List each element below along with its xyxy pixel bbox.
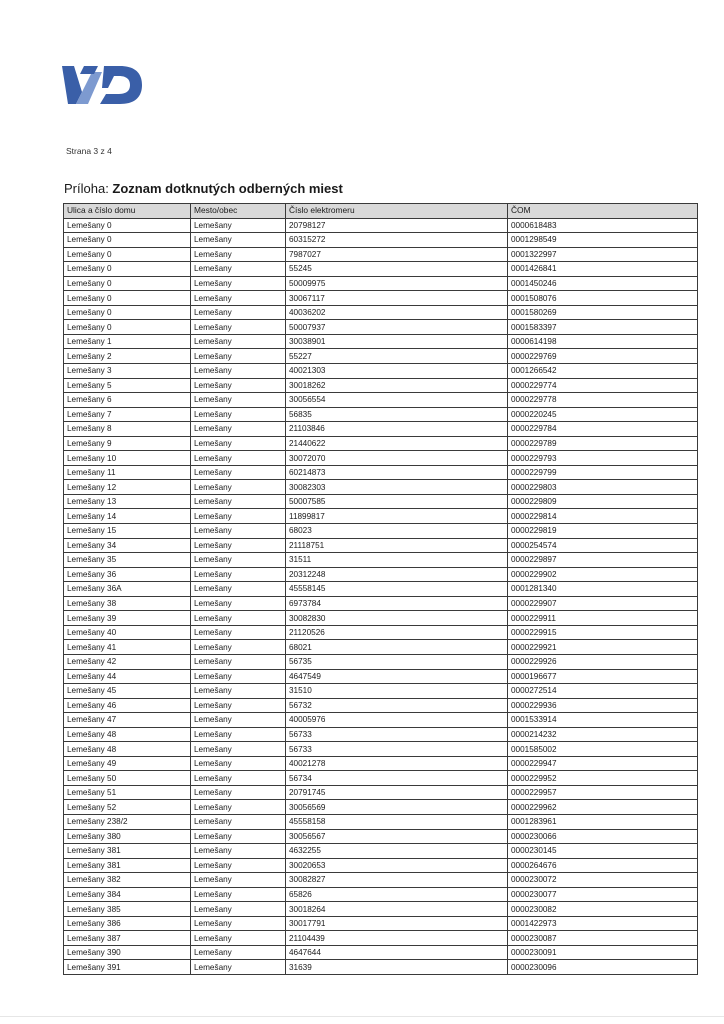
- cell-meter-number: 30056567: [286, 829, 508, 844]
- cell-town: Lemešany: [191, 887, 286, 902]
- cell-town: Lemešany: [191, 785, 286, 800]
- cell-town: Lemešany: [191, 902, 286, 917]
- table-row: [64, 553, 698, 568]
- cell-meter-number: 50009975: [286, 276, 508, 291]
- cell-meter-number: 56735: [286, 654, 508, 669]
- cell-com: 0000618483: [508, 218, 698, 233]
- cell-com: 0000614198: [508, 334, 698, 349]
- cell-town: Lemešany: [191, 596, 286, 611]
- cell-com: 0000229814: [508, 509, 698, 524]
- table-row: [64, 873, 698, 888]
- table-row: [64, 524, 698, 539]
- table-row: [64, 684, 698, 699]
- cell-meter-number: 56835: [286, 407, 508, 422]
- table-row: [64, 364, 698, 379]
- table-row: [64, 305, 698, 320]
- cell-meter-number: 30018262: [286, 378, 508, 393]
- cell-com: 0000229774: [508, 378, 698, 393]
- cell-meter-number: 50007585: [286, 494, 508, 509]
- cell-meter-number: 65826: [286, 887, 508, 902]
- cell-address: Lemešany 12: [64, 480, 191, 495]
- cell-com: 0001422973: [508, 916, 698, 931]
- cell-town: Lemešany: [191, 844, 286, 859]
- cell-address: Lemešany 3: [64, 364, 191, 379]
- cell-com: 0000229819: [508, 524, 698, 539]
- cell-meter-number: 56734: [286, 771, 508, 786]
- cell-address: Lemešany 1: [64, 334, 191, 349]
- cell-meter-number: 40036202: [286, 305, 508, 320]
- cell-address: Lemešany 10: [64, 451, 191, 466]
- table-row: [64, 858, 698, 873]
- cell-address: Lemešany 0: [64, 276, 191, 291]
- cell-meter-number: 4632255: [286, 844, 508, 859]
- cell-address: Lemešany 35: [64, 553, 191, 568]
- cell-meter-number: 7987027: [286, 247, 508, 262]
- cell-town: Lemešany: [191, 960, 286, 975]
- cell-meter-number: 56733: [286, 742, 508, 757]
- table-row: [64, 291, 698, 306]
- table-row: [64, 800, 698, 815]
- cell-address: Lemešany 387: [64, 931, 191, 946]
- table-row: [64, 814, 698, 829]
- cell-com: 0000229769: [508, 349, 698, 364]
- cell-meter-number: 30056569: [286, 800, 508, 815]
- table-row: [64, 480, 698, 495]
- cell-com: 0001533914: [508, 713, 698, 728]
- cell-com: 0001322997: [508, 247, 698, 262]
- page-title: [64, 181, 343, 196]
- cell-address: Lemešany 0: [64, 320, 191, 335]
- cell-town: Lemešany: [191, 625, 286, 640]
- cell-address: Lemešany 11: [64, 465, 191, 480]
- cell-town: Lemešany: [191, 611, 286, 626]
- cell-com: 0000230096: [508, 960, 698, 975]
- cell-address: Lemešany 0: [64, 218, 191, 233]
- table-row: [64, 538, 698, 553]
- cell-town: Lemešany: [191, 771, 286, 786]
- cell-com: 0001426841: [508, 262, 698, 277]
- page-bottom-rule: [0, 1016, 724, 1017]
- cell-address: Lemešany 0: [64, 262, 191, 277]
- cell-address: Lemešany 381: [64, 844, 191, 859]
- cell-com: 0000230077: [508, 887, 698, 902]
- cell-meter-number: 56733: [286, 727, 508, 742]
- table-row: [64, 654, 698, 669]
- cell-address: Lemešany 238/2: [64, 814, 191, 829]
- cell-town: Lemešany: [191, 233, 286, 248]
- cell-com: 0000230145: [508, 844, 698, 859]
- cell-meter-number: 55245: [286, 262, 508, 277]
- cell-com: 0000229915: [508, 625, 698, 640]
- cell-town: Lemešany: [191, 916, 286, 931]
- table-row: [64, 625, 698, 640]
- cell-address: Lemešany 46: [64, 698, 191, 713]
- cell-address: Lemešany 45: [64, 684, 191, 699]
- cell-meter-number: 56732: [286, 698, 508, 713]
- cell-address: Lemešany 41: [64, 640, 191, 655]
- cell-com: 0001298549: [508, 233, 698, 248]
- table-row: [64, 334, 698, 349]
- cell-town: Lemešany: [191, 218, 286, 233]
- cell-com: 0000229803: [508, 480, 698, 495]
- table-row: [64, 494, 698, 509]
- cell-address: Lemešany 9: [64, 436, 191, 451]
- table-row: [64, 887, 698, 902]
- cell-meter-number: 21103846: [286, 422, 508, 437]
- cell-town: Lemešany: [191, 727, 286, 742]
- cell-town: Lemešany: [191, 451, 286, 466]
- title-bold: Zoznam dotknutých odberných miest: [112, 181, 343, 196]
- cell-meter-number: 20312248: [286, 567, 508, 582]
- cell-town: Lemešany: [191, 465, 286, 480]
- cell-address: Lemešany 50: [64, 771, 191, 786]
- cell-address: Lemešany 36: [64, 567, 191, 582]
- cell-town: Lemešany: [191, 814, 286, 829]
- cell-address: Lemešany 382: [64, 873, 191, 888]
- table-row: [64, 611, 698, 626]
- cell-town: Lemešany: [191, 538, 286, 553]
- cell-com: 0000229962: [508, 800, 698, 815]
- cell-meter-number: 40021278: [286, 756, 508, 771]
- header-com: ČOM: [508, 204, 698, 219]
- cell-town: Lemešany: [191, 742, 286, 757]
- cell-town: Lemešany: [191, 669, 286, 684]
- cell-address: Lemešany 49: [64, 756, 191, 771]
- cell-com: 0000229897: [508, 553, 698, 568]
- cell-town: Lemešany: [191, 364, 286, 379]
- table-row: [64, 742, 698, 757]
- cell-address: Lemešany 385: [64, 902, 191, 917]
- cell-address: Lemešany 14: [64, 509, 191, 524]
- cell-address: Lemešany 51: [64, 785, 191, 800]
- cell-com: 0001585002: [508, 742, 698, 757]
- cell-address: Lemešany 42: [64, 654, 191, 669]
- cell-address: Lemešany 52: [64, 800, 191, 815]
- cell-com: 0000229799: [508, 465, 698, 480]
- table-row: [64, 451, 698, 466]
- cell-meter-number: 4647549: [286, 669, 508, 684]
- cell-address: Lemešany 38: [64, 596, 191, 611]
- cell-town: Lemešany: [191, 509, 286, 524]
- cell-address: Lemešany 36A: [64, 582, 191, 597]
- cell-com: 0000229789: [508, 436, 698, 451]
- table-row: [64, 218, 698, 233]
- cell-meter-number: 30018264: [286, 902, 508, 917]
- cell-town: Lemešany: [191, 829, 286, 844]
- cell-town: Lemešany: [191, 320, 286, 335]
- cell-town: Lemešany: [191, 334, 286, 349]
- cell-town: Lemešany: [191, 378, 286, 393]
- cell-address: Lemešany 13: [64, 494, 191, 509]
- table-row: [64, 320, 698, 335]
- cell-com: 0000264676: [508, 858, 698, 873]
- table-row: [64, 465, 698, 480]
- cell-address: Lemešany 390: [64, 945, 191, 960]
- cell-com: 0000230087: [508, 931, 698, 946]
- cell-town: Lemešany: [191, 305, 286, 320]
- cell-address: Lemešany 48: [64, 742, 191, 757]
- cell-meter-number: 30082303: [286, 480, 508, 495]
- cell-address: Lemešany 8: [64, 422, 191, 437]
- cell-town: Lemešany: [191, 945, 286, 960]
- cell-town: Lemešany: [191, 582, 286, 597]
- cell-meter-number: 30020653: [286, 858, 508, 873]
- cell-town: Lemešany: [191, 931, 286, 946]
- cell-town: Lemešany: [191, 873, 286, 888]
- table-row: [64, 756, 698, 771]
- cell-meter-number: 45558158: [286, 814, 508, 829]
- cell-com: 0001281340: [508, 582, 698, 597]
- cell-com: 0000229936: [508, 698, 698, 713]
- cell-com: 0001450246: [508, 276, 698, 291]
- cell-meter-number: 45558145: [286, 582, 508, 597]
- cell-town: Lemešany: [191, 553, 286, 568]
- table-row: [64, 916, 698, 931]
- cell-meter-number: 31510: [286, 684, 508, 699]
- cell-town: Lemešany: [191, 349, 286, 364]
- cell-com: 0001508076: [508, 291, 698, 306]
- cell-town: Lemešany: [191, 800, 286, 815]
- table-row: [64, 727, 698, 742]
- cell-town: Lemešany: [191, 262, 286, 277]
- cell-town: Lemešany: [191, 698, 286, 713]
- cell-com: 0000196677: [508, 669, 698, 684]
- cell-meter-number: 21440622: [286, 436, 508, 451]
- cell-address: Lemešany 34: [64, 538, 191, 553]
- cell-town: Lemešany: [191, 480, 286, 495]
- cell-com: 0000229921: [508, 640, 698, 655]
- meter-list-table: [63, 203, 698, 975]
- cell-town: Lemešany: [191, 684, 286, 699]
- cell-address: Lemešany 39: [64, 611, 191, 626]
- cell-meter-number: 40021303: [286, 364, 508, 379]
- cell-address: Lemešany 386: [64, 916, 191, 931]
- cell-com: 0001283961: [508, 814, 698, 829]
- cell-meter-number: 11899817: [286, 509, 508, 524]
- header-meter-number: Číslo elektromeru: [286, 204, 508, 219]
- table-row: [64, 393, 698, 408]
- cell-meter-number: 68023: [286, 524, 508, 539]
- cell-address: Lemešany 40: [64, 625, 191, 640]
- cell-com: 0000229809: [508, 494, 698, 509]
- cell-address: Lemešany 0: [64, 233, 191, 248]
- cell-meter-number: 21118751: [286, 538, 508, 553]
- cell-meter-number: 40005976: [286, 713, 508, 728]
- cell-meter-number: 30038901: [286, 334, 508, 349]
- cell-com: 0000220245: [508, 407, 698, 422]
- table-row: [64, 945, 698, 960]
- cell-town: Lemešany: [191, 436, 286, 451]
- cell-address: Lemešany 48: [64, 727, 191, 742]
- header-town: Mesto/obec: [191, 204, 286, 219]
- table-row: [64, 276, 698, 291]
- cell-meter-number: 31639: [286, 960, 508, 975]
- table-row: [64, 567, 698, 582]
- table-row: [64, 829, 698, 844]
- cell-address: Lemešany 0: [64, 291, 191, 306]
- cell-town: Lemešany: [191, 858, 286, 873]
- cell-town: Lemešany: [191, 407, 286, 422]
- cell-address: Lemešany 391: [64, 960, 191, 975]
- cell-com: 0000229793: [508, 451, 698, 466]
- table-row: [64, 596, 698, 611]
- cell-com: 0000229952: [508, 771, 698, 786]
- cell-meter-number: 50007937: [286, 320, 508, 335]
- cell-town: Lemešany: [191, 524, 286, 539]
- cell-address: Lemešany 381: [64, 858, 191, 873]
- table-row: [64, 582, 698, 597]
- cell-com: 0000229926: [508, 654, 698, 669]
- cell-town: Lemešany: [191, 393, 286, 408]
- cell-address: Lemešany 0: [64, 305, 191, 320]
- cell-meter-number: 20798127: [286, 218, 508, 233]
- cell-address: Lemešany 15: [64, 524, 191, 539]
- cell-meter-number: 30067117: [286, 291, 508, 306]
- cell-address: Lemešany 0: [64, 247, 191, 262]
- table-row: [64, 771, 698, 786]
- cell-town: Lemešany: [191, 494, 286, 509]
- table-row: [64, 713, 698, 728]
- cell-meter-number: 31511: [286, 553, 508, 568]
- table-row: [64, 422, 698, 437]
- cell-town: Lemešany: [191, 640, 286, 655]
- table-row: [64, 902, 698, 917]
- cell-com: 0001583397: [508, 320, 698, 335]
- cell-address: Lemešany 2: [64, 349, 191, 364]
- table-row: [64, 669, 698, 684]
- cell-com: 0000229907: [508, 596, 698, 611]
- cell-town: Lemešany: [191, 713, 286, 728]
- cell-meter-number: 30072070: [286, 451, 508, 466]
- cell-com: 0000214232: [508, 727, 698, 742]
- table-row: [64, 349, 698, 364]
- table-row: [64, 407, 698, 422]
- table-row: [64, 262, 698, 277]
- cell-com: 0000229784: [508, 422, 698, 437]
- table-row: [64, 233, 698, 248]
- cell-meter-number: 30082830: [286, 611, 508, 626]
- cell-town: Lemešany: [191, 276, 286, 291]
- cell-com: 0000230066: [508, 829, 698, 844]
- cell-meter-number: 4647644: [286, 945, 508, 960]
- table-row: [64, 960, 698, 975]
- table-row: [64, 640, 698, 655]
- table-row: [64, 844, 698, 859]
- table-row: [64, 698, 698, 713]
- cell-address: Lemešany 380: [64, 829, 191, 844]
- cell-com: 0000230091: [508, 945, 698, 960]
- cell-meter-number: 60315272: [286, 233, 508, 248]
- table-row: [64, 436, 698, 451]
- cell-town: Lemešany: [191, 756, 286, 771]
- cell-com: 0000230072: [508, 873, 698, 888]
- cell-com: 0000272514: [508, 684, 698, 699]
- table-header-row: [64, 204, 698, 219]
- cell-meter-number: 21120526: [286, 625, 508, 640]
- cell-com: 0001266542: [508, 364, 698, 379]
- cell-com: 0000229778: [508, 393, 698, 408]
- cell-com: 0000230082: [508, 902, 698, 917]
- cell-meter-number: 60214873: [286, 465, 508, 480]
- cell-meter-number: 30082827: [286, 873, 508, 888]
- cell-address: Lemešany 6: [64, 393, 191, 408]
- table-row: [64, 378, 698, 393]
- cell-meter-number: 21104439: [286, 931, 508, 946]
- page-number: Strana 3 z 4: [66, 146, 112, 156]
- cell-town: Lemešany: [191, 247, 286, 262]
- cell-meter-number: 68021: [286, 640, 508, 655]
- cell-address: Lemešany 384: [64, 887, 191, 902]
- cell-address: Lemešany 7: [64, 407, 191, 422]
- cell-com: 0000229902: [508, 567, 698, 582]
- cell-com: 0001580269: [508, 305, 698, 320]
- cell-meter-number: 30056554: [286, 393, 508, 408]
- cell-town: Lemešany: [191, 567, 286, 582]
- cell-town: Lemešany: [191, 422, 286, 437]
- cell-meter-number: 30017791: [286, 916, 508, 931]
- cell-com: 0000229911: [508, 611, 698, 626]
- title-prefix: Príloha:: [64, 181, 113, 196]
- cell-address: Lemešany 44: [64, 669, 191, 684]
- cell-address: Lemešany 5: [64, 378, 191, 393]
- cell-meter-number: 6973784: [286, 596, 508, 611]
- vsd-logo: [62, 64, 142, 106]
- cell-meter-number: 20791745: [286, 785, 508, 800]
- cell-address: Lemešany 47: [64, 713, 191, 728]
- header-address: Ulica a číslo domu: [64, 204, 191, 219]
- table-row: [64, 509, 698, 524]
- cell-com: 0000254574: [508, 538, 698, 553]
- cell-com: 0000229957: [508, 785, 698, 800]
- cell-town: Lemešany: [191, 654, 286, 669]
- cell-town: Lemešany: [191, 291, 286, 306]
- table-row: [64, 931, 698, 946]
- cell-meter-number: 55227: [286, 349, 508, 364]
- table-row: [64, 785, 698, 800]
- cell-com: 0000229947: [508, 756, 698, 771]
- table-row: [64, 247, 698, 262]
